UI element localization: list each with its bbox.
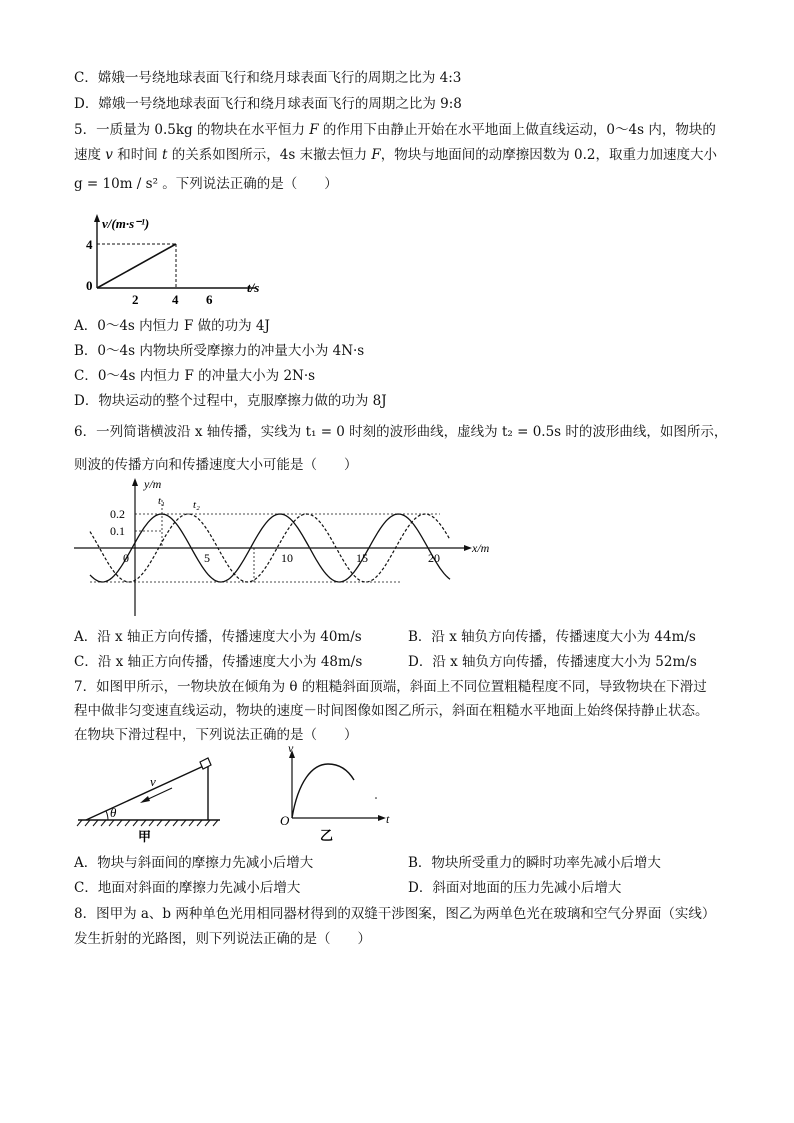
q7-incline — [86, 764, 208, 820]
q7-caption-jia: 甲 — [138, 829, 152, 844]
q6-option-b: B．沿 x 轴负方向传播，传播速度大小为 44m/s — [408, 629, 696, 645]
q4-option-c: C．嫦娥一号绕地球表面飞行和绕月球表面飞行的周期之比为 4:3 — [74, 70, 462, 86]
q8-stem-line1: 8．图甲为 a、b 两种单色光用相同器材得到的双缝干涉图案，图乙为两单色光在玻璃和空气分界面（实线） — [74, 906, 716, 922]
q7-option-d: D．斜面对地面的压力先减小后增大 — [408, 880, 622, 896]
q6-stem-line2: 则波的传播方向和传播速度大小可能是（ ） — [74, 457, 358, 473]
q6-tick-5: 5 — [204, 551, 210, 565]
q6-tick-0.2: 0.2 — [110, 507, 125, 521]
q6-tick-10: 10 — [281, 551, 293, 565]
q5-option-b: B．0～4s 内物块所受摩擦力的冲量大小为 4N·s — [74, 343, 365, 359]
q5-ylabel: v/(m·s⁻¹) — [102, 216, 150, 231]
q4-option-d: D．嫦娥一号绕地球表面飞行和绕月球表面飞行的周期之比为 9:8 — [74, 96, 462, 112]
q6-tick-20: 20 — [428, 551, 440, 565]
q5-option-a: A．0～4s 内恒力 F 做的功为 4J — [74, 318, 270, 334]
q6-label-t2: t₂ — [193, 499, 200, 511]
q6-option-c: C．沿 x 轴正方向传播，传播速度大小为 48m/s — [74, 654, 363, 670]
q5-stem-line1: 5．一质量为 0.5kg 的物块在水平恒力 F 的作用下由静止开始在水平地面上做直线运动，0～4s 内，物块的 — [74, 122, 716, 138]
q7-option-c: C．地面对斜面的摩擦力先减小后增大 — [74, 880, 301, 896]
q8-stem-line2: 发生折射的光路图，则下列说法正确的是（ ） — [74, 931, 371, 947]
q6-ylabel: y/m — [144, 477, 162, 491]
q7-yi-label-v: v — [288, 742, 294, 755]
q6-option-a: A．沿 x 轴正方向传播，传播速度大小为 40m/s — [74, 629, 362, 645]
q7-stem-line2: 程中做非匀变速直线运动，物块的速度－时间图像如图乙所示，斜面在粗糙水平地面上始终保持静止状态。 — [74, 703, 709, 719]
q5-vt-graph — [80, 208, 280, 308]
q7-option-b: B．物块所受重力的瞬时功率先减小后增大 — [408, 855, 661, 871]
q7-label-theta: θ — [110, 805, 117, 820]
q7-stem-line3: 在物块下滑过程中，下列说法正确的是（ ） — [74, 727, 358, 743]
q5-vt-line — [97, 244, 176, 288]
q6-option-d: D．沿 x 轴负方向传播，传播速度大小为 52m/s — [408, 654, 697, 670]
q7-velocity-arrowhead — [140, 796, 150, 803]
q7-yi-curve — [292, 764, 354, 818]
q7-block — [200, 758, 211, 769]
q7-angle-arc — [106, 811, 108, 820]
q7-caption-yi: 乙 — [320, 828, 334, 843]
q6-y-arrow — [132, 478, 138, 486]
q7-label-v: v — [150, 774, 156, 789]
q7-stem-line1: 7．如图甲所示，一物块放在倾角为 θ 的粗糙斜面顶端，斜面上不同位置粗糙程度不同，导致物块在下滑过 — [74, 679, 707, 695]
q7-yi-origin: O — [280, 813, 290, 828]
q5-tick-2: 2 — [132, 292, 139, 307]
q5-tick-4x: 4 — [172, 292, 179, 307]
q7-fig-jia — [72, 750, 232, 845]
q6-stem-line1: 6．一列简谐横波沿 x 轴传播，实线为 t₁ = 0 时刻的波形曲线，虚线为 t₂ = 0.5s 时的波形曲线，如图所示， — [74, 424, 728, 440]
q5-tick-4y: 4 — [86, 237, 93, 252]
q5-option-d: D．物块运动的整个过程中，克服摩擦力做的功为 8J — [74, 393, 387, 409]
q6-x-arrow — [464, 545, 472, 551]
q6-tick-15: 15 — [356, 551, 368, 565]
q7-yi-dot — [375, 797, 377, 799]
q5-xlabel: t/s — [247, 280, 260, 295]
q5-tick-6: 6 — [206, 292, 213, 307]
q6-tick-0.1: 0.1 — [110, 524, 125, 538]
q7-option-a: A．物块与斜面间的摩擦力先减小后增大 — [74, 855, 314, 871]
q6-wave-graph — [70, 470, 490, 618]
q7-yi-x-arrow — [378, 815, 386, 821]
q7-fig-yi — [272, 742, 402, 847]
q5-stem-line3: g = 10m / s² 。下列说法正确的是（ ） — [74, 176, 338, 192]
q5-y-arrow — [94, 214, 100, 222]
q6-origin: 0 — [123, 551, 129, 565]
q6-xlabel: x/m — [472, 541, 490, 555]
q7-yi-label-t: t — [386, 812, 390, 826]
q5-option-c: C．0～4s 内恒力 F 的冲量大小为 2N·s — [74, 368, 316, 384]
q5-stem-line2: 速度 v 和时间 t 的关系如图所示，4s 末撤去恒力 F，物块与地面间的动摩擦因数为 0.2，取重力加速度大小 — [74, 147, 717, 163]
q5-origin: 0 — [86, 278, 93, 293]
q7-ground-hatch — [77, 820, 218, 826]
q6-label-t1: t₁ — [158, 495, 165, 507]
